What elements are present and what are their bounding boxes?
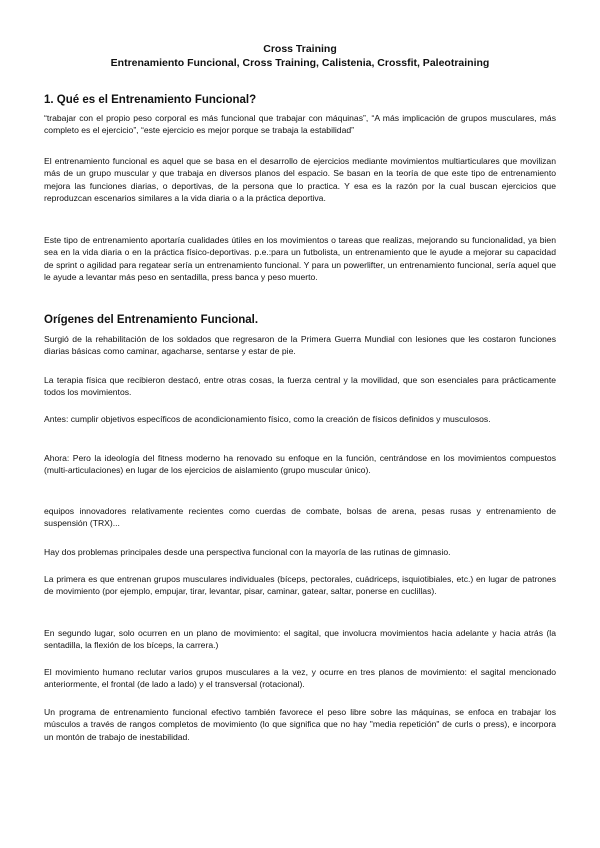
section2-paragraph-4: Ahora: Pero la ideología del fitness moderno ha renovado su enfoque en la función, centrándose en los movimientos compuestos (multi-articulaciones) en lugar de los ejercicios de aislamiento (grupo muscular único). xyxy=(44,453,556,476)
section2-paragraph-3: Antes: cumplir objetivos específicos de acondicionamiento físico, como la creación de físicos definidos y musculosos. xyxy=(44,414,491,424)
section2-paragraph-2: La terapia física que recibieron destacó, entre otras cosas, la fuerza central y la movilidad, que son esenciales para prácticamente todos los movimientos. xyxy=(44,375,556,398)
section2-paragraph-6: Hay dos problemas principales desde una perspectiva funcional con la mayoría de las rutinas de gimnasio. xyxy=(44,547,451,557)
section1-paragraph-2: El entrenamiento funcional es aquel que se basa en el desarrollo de ejercicios mediante movimientos multiarticulares que movilizan más de un grupo muscular y que trabaja en diversos planos del espacio. Se basan en la teoría de que este tipo de entrenamiento mejora las funciones diarias, o deportivas, de la persona que lo practica. Y esa es la razón por la cual buscan ejercicios que reproduzcan escenarios similares a la vida diaria o a la práctica deportiva. xyxy=(44,156,556,204)
section2-paragraph-10: Un programa de entrenamiento funcional efectivo también favorece el peso libre sobre las máquinas, se enfoca en trabajar los músculos a través de rangos completos de movimiento (lo que significa que no hay "media repetición" de curls o press), e incorpora un montón de trabajo de inestabilidad. xyxy=(44,707,556,742)
document-title: Cross Training xyxy=(263,43,337,55)
section2-heading: Orígenes del Entrenamiento Funcional. xyxy=(44,314,259,326)
section2-paragraph-7: La primera es que entrenan grupos musculares individuales (bíceps, pectorales, cuádriceps, isquiotibiales, etc.) en lugar de patrones de movimiento (por ejemplo, empujar, tirar, levantar, pisar, caminar, gatear, saltar, ponerse en cuclillas). xyxy=(44,574,556,597)
section1-heading: 1. Qué es el Entrenamiento Funcional? xyxy=(44,94,257,106)
section2-paragraph-1: Surgió de la rehabilitación de los soldados que regresaron de la Primera Guerra Mundial con lesiones que les costaron funciones diarias básicas como caminar, agacharse, sentarse y estar de pie. xyxy=(44,334,556,357)
section1-paragraph-1: “trabajar con el propio peso corporal es más funcional que trabajar con máquinas”, “A más implicación de grupos musculares, más completo es el ejercicio”, “este ejercicio es mejor porque se trabaja la estabilidad” xyxy=(44,113,556,136)
section2-paragraph-8: En segundo lugar, solo ocurren en un plano de movimiento: el sagital, que involucra movimientos hacia adelante y hacia atrás (la sentadilla, la flexión de los bíceps, la carrera.) xyxy=(44,628,556,651)
document-subtitle: Entrenamiento Funcional, Cross Training, Calistenia, Crossfit, Paleotraining xyxy=(110,57,490,69)
section1-paragraph-3: Este tipo de entrenamiento aportaría cualidades útiles en los movimientos o tareas que realizas, mejorando su funcionalidad, ya bien sea en la vida diaria o en la práctica físico-deportivas. p.e.:para un futbolista, un entrenamiento que le ayude a mejorar su capacidad de sprint o agilidad para regatear sería un entrenamiento funcional. Y para un powerlifter, un entrenamiento funcional, sería aquel que le ayude a levantar más peso en sentadilla, press banca y peso muerto. xyxy=(44,235,556,283)
section2-paragraph-9: El movimiento humano reclutar varios grupos musculares a la vez, y ocurre en tres planos de movimiento: el sagital mencionado anteriormente, el frontal (de lado a lado) y el transversal (rotacional). xyxy=(44,667,556,690)
section2-paragraph-5: equipos innovadores relativamente recientes como cuerdas de combate, bolsas de arena, pesas rusas y entrenamiento de suspensión (TRX)... xyxy=(44,506,556,529)
